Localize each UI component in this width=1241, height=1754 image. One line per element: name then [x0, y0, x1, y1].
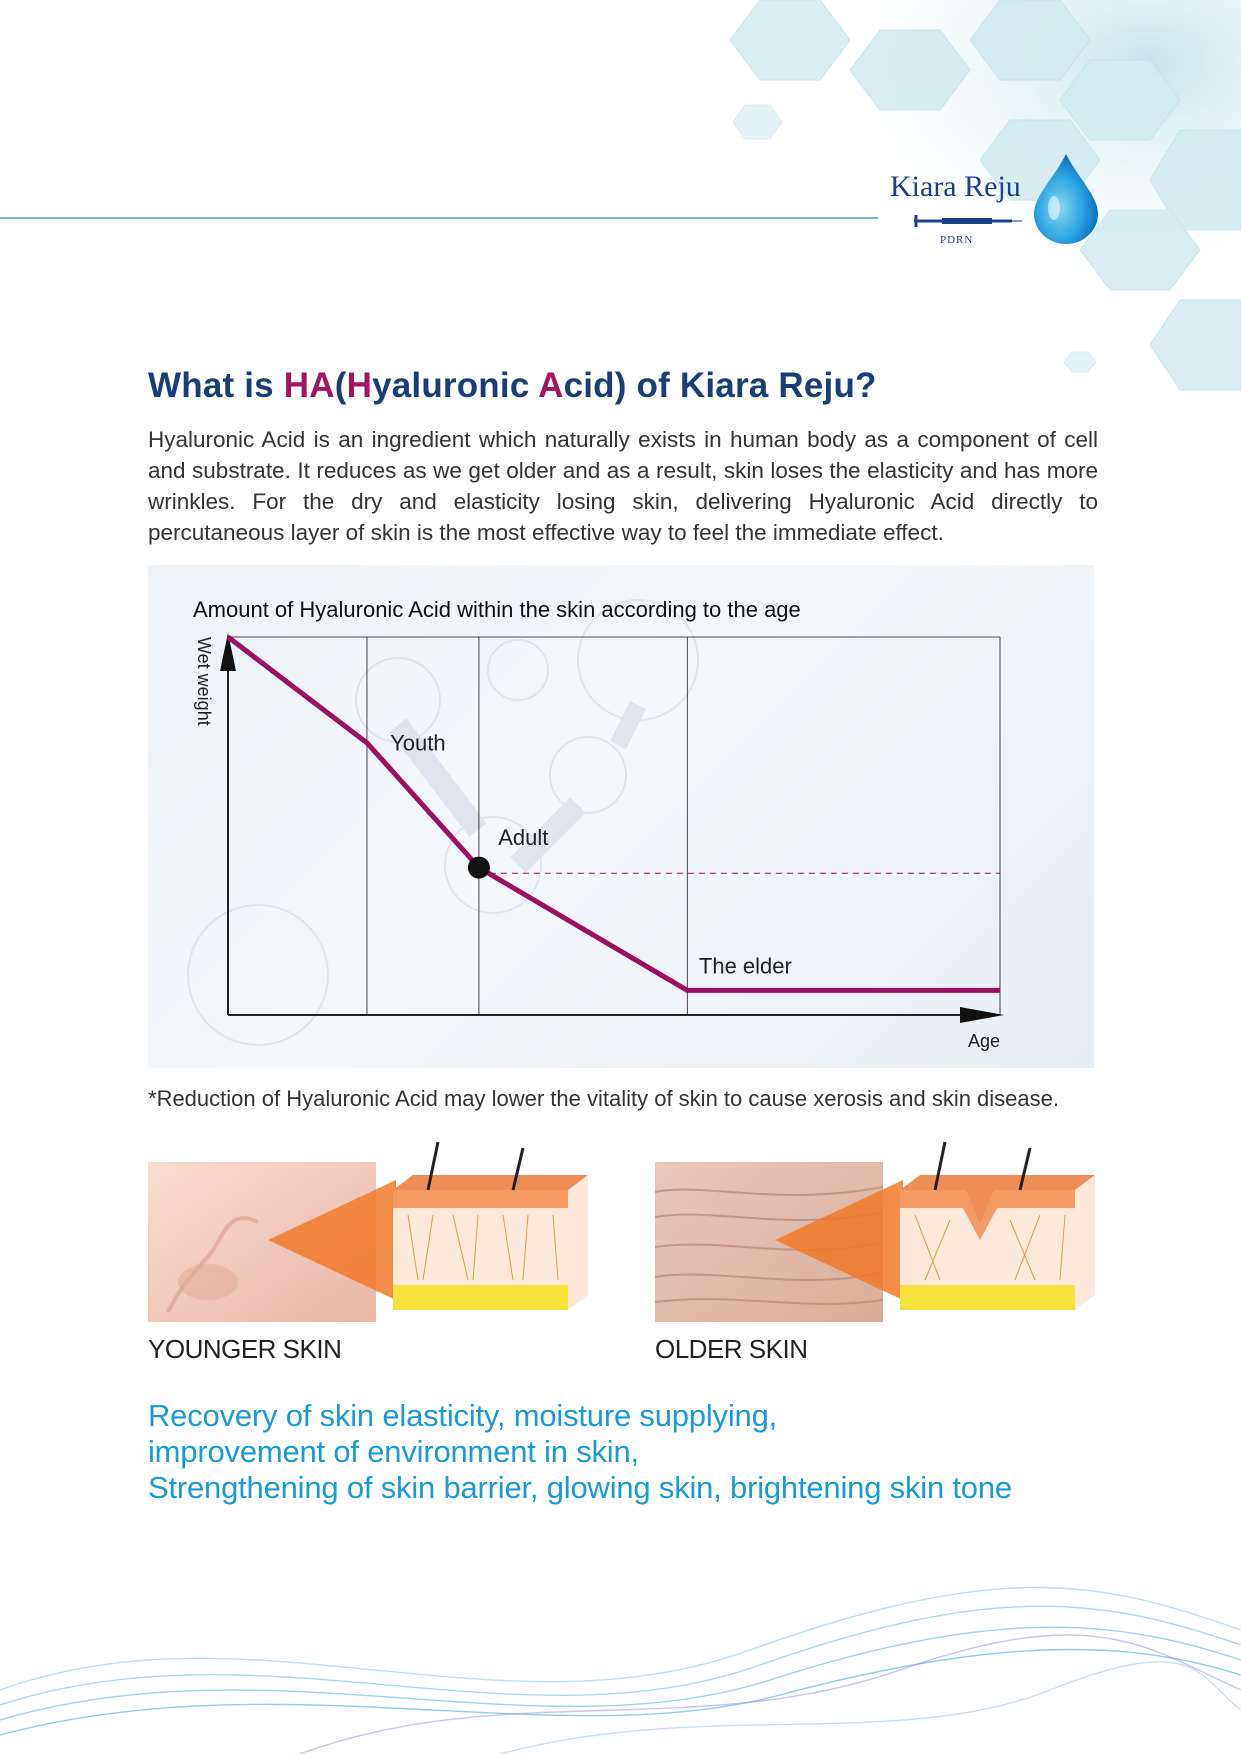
benefit-line: Strengthening of skin barrier, glowing skin, brightening skin tone	[148, 1470, 1012, 1505]
water-drop-icon	[1030, 150, 1102, 246]
younger-skin-illustration	[148, 1140, 590, 1360]
wave-background	[0, 1540, 1241, 1754]
younger-skin-label: YOUNGER SKIN	[148, 1334, 342, 1364]
series-line	[228, 637, 1000, 990]
header-rule	[0, 217, 878, 219]
chart-title: Amount of Hyaluronic Acid within the skin according to the age	[193, 597, 801, 622]
older-skin-illustration	[655, 1140, 1097, 1360]
ha-chart	[148, 565, 1094, 1068]
x-axis-label: Age	[967, 1031, 1000, 1051]
annotation-youth: Youth	[390, 730, 446, 756]
annotation-adult: Adult	[498, 824, 549, 850]
chart-annotations	[390, 730, 792, 978]
adult-marker	[468, 857, 490, 879]
footnote-star: *	[148, 1086, 157, 1111]
annotation-the-elder: The elder	[698, 953, 792, 979]
younger-skin-layers	[268, 1140, 590, 1340]
brand-subtitle: PDRN	[940, 234, 974, 246]
footnote	[148, 1086, 1059, 1112]
brand-logo	[880, 150, 1110, 260]
benefits-text	[148, 1398, 1012, 1506]
footnote-text: Reduction of Hyaluronic Acid may lower the vitality of skin to cause xerosis and skin disease.	[156, 1086, 1059, 1111]
brand-name: Kiara Reju	[890, 170, 1021, 203]
benefit-line: Recovery of skin elasticity, moisture supplying,	[148, 1398, 778, 1433]
stage-dividers	[228, 637, 1000, 1015]
older-skin-label: OLDER SKIN	[655, 1334, 808, 1364]
older-skin-layers	[775, 1140, 1097, 1340]
intro-paragraph: Hyaluronic Acid is an ingredient which naturally exists in human body as a component of cell and substrate. It reduces as we get older and as a result, skin loses the elasticity and has more wrinkles. For the dry and elasticity losing skin, delivering Hyaluronic Acid directly to percutaneous layer of skin is the most effective way to feel the immediate effect.	[148, 427, 1098, 545]
page-title: What is HA(Hyaluronic Acid) of Kiara Reju?	[148, 366, 877, 405]
benefit-line: improvement of environment in skin,	[148, 1434, 639, 1469]
chart-panel	[148, 565, 1094, 1068]
x-axis-arrow	[960, 1007, 1004, 1023]
syringe-icon	[912, 214, 1022, 228]
y-axis-label: Wet weight	[194, 637, 214, 726]
